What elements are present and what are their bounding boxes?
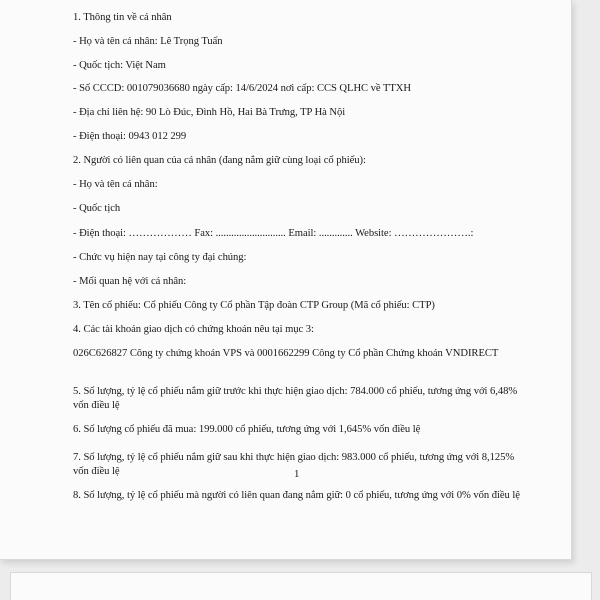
phone-line: - Điện thoại: 0943 012 299 (73, 131, 187, 142)
section-3-line: 3. Tên cổ phiếu: Cổ phiếu Công ty Cổ phần Tập đoàn CTP Group (Mã cổ phiếu: CTP) (73, 300, 435, 311)
document-page-2-preview (10, 572, 592, 600)
section-1-heading: 1. Thông tin về cá nhân (73, 12, 172, 23)
section-7-line: 7. Số lượng, tỷ lệ cổ phiếu nắm giữ sau khi thực hiện giao dịch: 983.000 cổ phiếu, tương ứng với 8,125% vốn điều lệ (73, 452, 515, 477)
section-8-line: 8. Số lượng, tỷ lệ cổ phiếu mà người có liên quan đang nắm giữ: 0 cổ phiếu, tương ứng với 0% vốn điều lệ (73, 490, 520, 501)
page-number: 1 (294, 468, 300, 480)
related-person-nationality-line: - Quốc tịch (73, 203, 121, 214)
contact-fields-line: - Điện thoại: ……………… Fax: ........................... Email: ............. Website: ………………….: (73, 228, 474, 239)
id-card-line: - Số CCCD: 001079036680 ngày cấp: 14/6/2024 nơi cấp: CCS QLHC về TTXH (73, 83, 412, 94)
person-name-line: - Họ và tên cá nhân: Lê Trọng Tuấn (73, 36, 223, 47)
trading-accounts-line: 026C626827 Công ty chứng khoán VPS và 0001662299 Công ty Cổ phần Chứng khoán VNDIRECT (73, 348, 499, 359)
nationality-line: - Quốc tịch: Việt Nam (73, 60, 166, 71)
section-5-line: 5. Số lượng, tỷ lệ cổ phiếu nắm giữ trước khi thực hiện giao dịch: 784.000 cổ phiếu, tương ứng với 6,48% vốn điều lệ (73, 386, 518, 411)
address-line: - Địa chỉ liên hệ: 90 Lò Đúc, Đình Hồ, Hai Bà Trưng, TP Hà Nội (73, 107, 346, 118)
relationship-line: - Mối quan hệ với cá nhân: (73, 276, 187, 287)
section-6-line: 6. Số lượng cổ phiếu đã mua: 199.000 cổ phiếu, tương ứng với 1,645% vốn điều lệ (73, 424, 421, 435)
section-4-heading: 4. Các tài khoản giao dịch có chứng khoán nêu tại mục 3: (73, 324, 314, 335)
section-2-heading: 2. Người có liên quan của cá nhân (đang nắm giữ cùng loại cổ phiếu): (73, 155, 366, 166)
related-person-name-line: - Họ và tên cá nhân: (73, 179, 158, 190)
position-line: - Chức vụ hiện nay tại công ty đại chúng: (73, 252, 247, 263)
